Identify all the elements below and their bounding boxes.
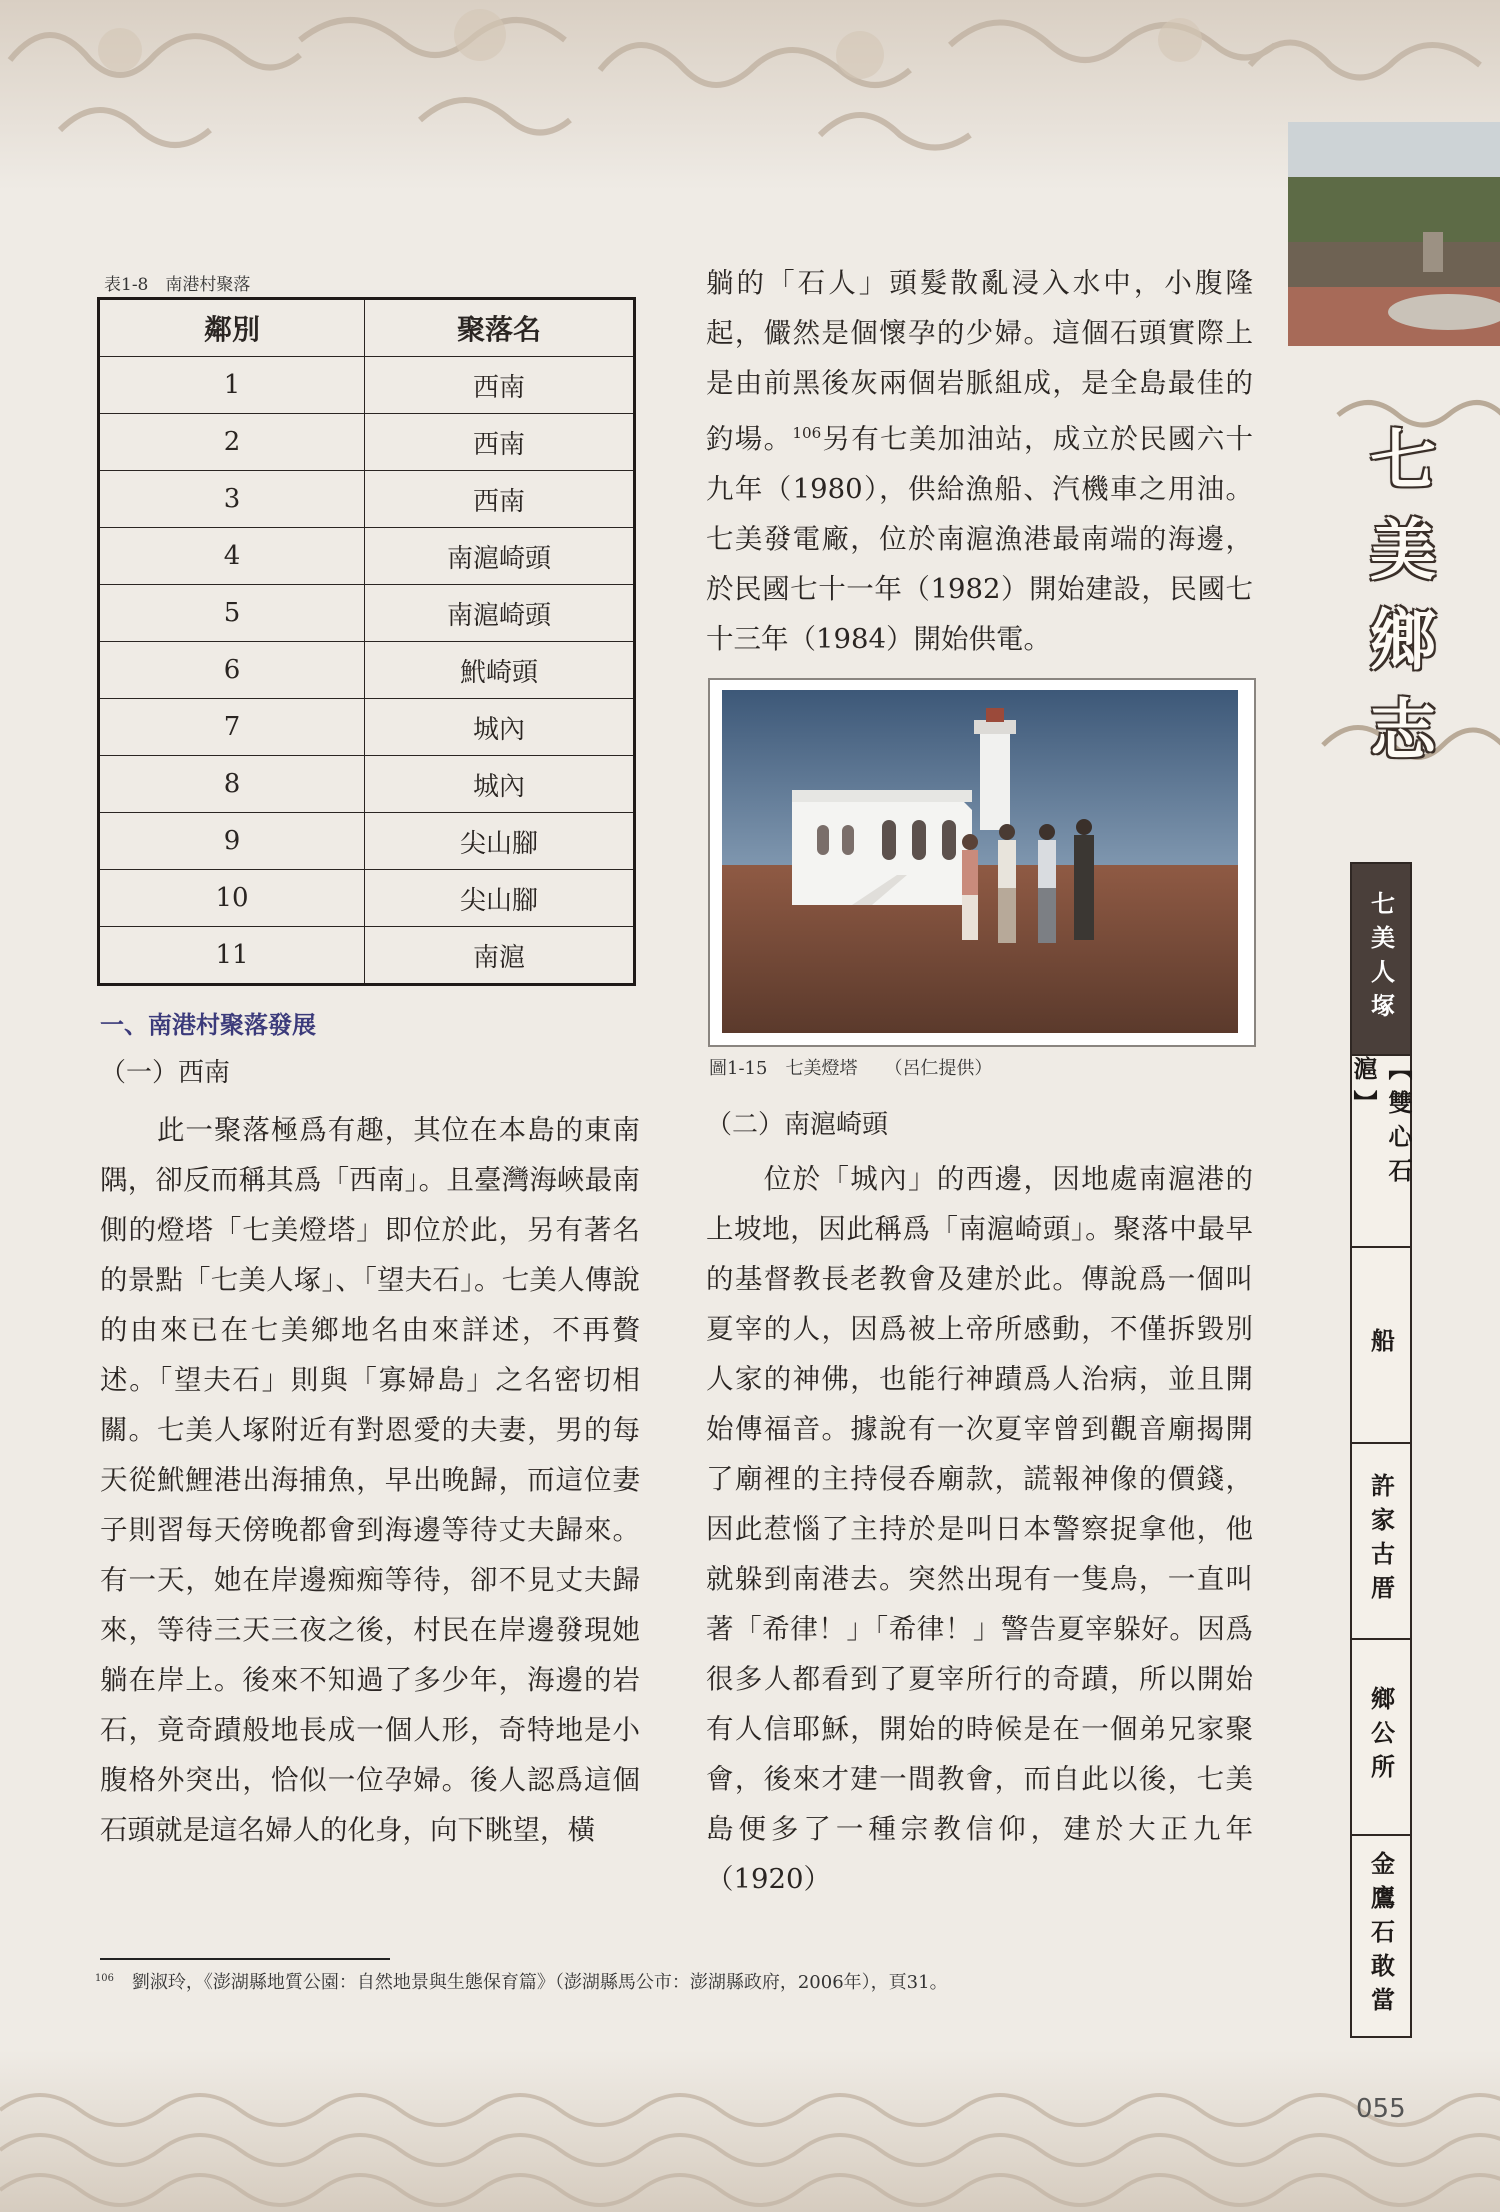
lighthouse-photo-frame <box>708 678 1256 1047</box>
table-header-row <box>99 299 635 357</box>
footnote-text: 劉淑玲，《澎湖縣地質公園：自然地景與生態保育篇》（澎湖縣馬公市：澎湖縣政府，2006年），頁31。 <box>131 1972 948 1993</box>
column-header: 鄰別 <box>99 299 365 357</box>
nav-tab-label: 船 <box>1366 1328 1396 1362</box>
table-cell: 城內 <box>365 699 635 756</box>
paragraph-text: 躺的「石人」頭髮散亂浸入水中，小腹隆起，儼然是個懷孕的少婦。這個石頭實際上是由前黑後灰兩個岩脈組成，是全島最佳的釣場。 <box>706 267 1253 456</box>
right-top-paragraph <box>706 258 1253 664</box>
title-char-3: 鄉 <box>1370 601 1436 679</box>
corner-landscape-photo <box>1288 122 1500 346</box>
settlement-table <box>97 297 636 986</box>
table-cell: 西南 <box>365 414 635 471</box>
table-cell: 城內 <box>365 756 635 813</box>
subsection-heading-west-south: （一）西南 <box>100 1058 231 1088</box>
table-cell: 7 <box>99 699 365 756</box>
nav-tab-eagle-stone[interactable] <box>1352 1836 1410 2036</box>
table-row <box>99 927 635 985</box>
nav-tab-label: 七美人塚 <box>1366 891 1396 1027</box>
table-row <box>99 699 635 756</box>
footnote-ref[interactable]: 106 <box>792 424 822 442</box>
side-chapter-nav <box>1350 862 1412 2038</box>
table-row <box>99 813 635 870</box>
table-cell: 9 <box>99 813 365 870</box>
table-row <box>99 756 635 813</box>
left-body-paragraph: 此一聚落極爲有趣，其位在本島的東南隅，卻反而稱其爲「西南」。且臺灣海峽最南側的燈塔「七美燈塔」即位於此，另有著名的景點「七美人塚」、「望夫石」。七美人傳說的由來已在七美鄉地名由來詳述，不再贅述。「望夫石」則與「寡婦島」之名密切相關。七美人塚附近有對恩愛的夫妻，男的每天從鮘鯉港出海捕魚，早出晚歸，而這位妻子則習每天傍晚都會到海邊等待丈夫歸來。有一天，她在岸邊痴痴等待，卻不見丈夫歸來，等待三天三夜之後，村民在岸邊發現她躺在岸上。後來不知過了多少年，海邊的岩石，竟奇蹟般地長成一個人形，奇特地是小腹格外突出，恰似一位孕婦。後人認爲這個石頭就是這名婦人的化身，向下眺望，橫 <box>100 1114 640 1846</box>
nav-tab-label: 【雙心石滬】 <box>1349 1056 1413 1192</box>
table-cell: 尖山腳 <box>365 870 635 927</box>
cloud-border-top <box>0 0 1500 190</box>
table-cell: 南滬 <box>365 927 635 985</box>
table-cell: 2 <box>99 414 365 471</box>
table-cell: 南滬崎頭 <box>365 528 635 585</box>
table-cell: 西南 <box>365 357 635 414</box>
table-row <box>99 642 635 699</box>
nav-tab-label: 許家古厝 <box>1366 1473 1396 1609</box>
nav-tab-label: 金鷹石敢當 <box>1366 1851 1396 2021</box>
section-heading: 一、南港村聚落發展 <box>100 1010 316 1039</box>
table-cell: 尖山腳 <box>365 813 635 870</box>
nav-tab-hsu-house[interactable] <box>1352 1444 1410 1640</box>
table-cell: 1 <box>99 357 365 414</box>
nav-tab-qimei-tomb[interactable] <box>1352 864 1410 1056</box>
table-cell: 鮘崎頭 <box>365 642 635 699</box>
photo-caption: 圖1-15 七美燈塔 （呂仁提供） <box>709 1058 993 1079</box>
nav-tab-boat[interactable] <box>1352 1248 1410 1444</box>
table-cell: 8 <box>99 756 365 813</box>
table-cell: 3 <box>99 471 365 528</box>
table-cell: 6 <box>99 642 365 699</box>
table-cell: 10 <box>99 870 365 927</box>
footnote-number: 106 <box>95 1973 114 1984</box>
nav-tab-twin-hearts[interactable] <box>1349 1056 1413 1248</box>
title-char-4: 志 <box>1370 691 1436 769</box>
table-row <box>99 414 635 471</box>
lighthouse-photo <box>722 690 1238 1033</box>
table-caption: 表1-8 南港村聚落 <box>104 275 251 295</box>
table-row <box>99 357 635 414</box>
subsection-heading-nanhu-qitou: （二）南滬崎頭 <box>706 1110 889 1140</box>
column-header: 聚落名 <box>365 299 635 357</box>
table-row <box>99 471 635 528</box>
page-number: 055 <box>1356 2094 1406 2124</box>
footnote <box>95 1968 948 1994</box>
paragraph-text: 另有七美加油站，成立於民國六十九年（1980），供給漁船、汽機車之用油。七美發電廠，位於南滬漁港最南端的海邊，於民國七十一年（1982）開始建設，民國七十三年（1984）開始供電。 <box>706 423 1253 656</box>
side-book-title <box>1318 395 1500 795</box>
table-row <box>99 870 635 927</box>
table-cell: 11 <box>99 927 365 985</box>
table-cell: 4 <box>99 528 365 585</box>
table-cell: 西南 <box>365 471 635 528</box>
right-body-paragraph: 位於「城內」的西邊，因地處南滬港的上坡地，因此稱爲「南滬崎頭」。聚落中最早的基督教長老教會及建於此。傳說爲一個叫夏宰的人，因爲被上帝所感動，不僅拆毀別人家的神佛，也能行神蹟爲人治病，並且開始傳福音。據說有一次夏宰曾到觀音廟揭開了廟裡的主持侵呑廟款，謊報神像的價錢，因此惹惱了主持於是叫日本警察捉拿他，他就躲到南港去。突然出現有一隻鳥，一直叫著「希律！」「希律！」警告夏宰躲好。因爲很多人都看到了夏宰所行的奇蹟，所以開始有人信耶穌，開始的時候是在一個弟兄家聚會，後來才建一間教會，而自此以後，七美島便多了一種宗教信仰，建於大正九年（1920） <box>706 1163 1253 1895</box>
nav-tab-township-office[interactable] <box>1352 1640 1410 1836</box>
table-row <box>99 528 635 585</box>
table-row <box>99 585 635 642</box>
footnote-divider <box>100 1958 390 1960</box>
nav-tab-label: 鄉公所 <box>1366 1686 1396 1788</box>
table-cell: 5 <box>99 585 365 642</box>
table-cell: 南滬崎頭 <box>365 585 635 642</box>
title-char-2: 美 <box>1370 511 1436 589</box>
wave-border-bottom <box>0 2050 1500 2212</box>
title-char-1: 七 <box>1370 421 1436 499</box>
